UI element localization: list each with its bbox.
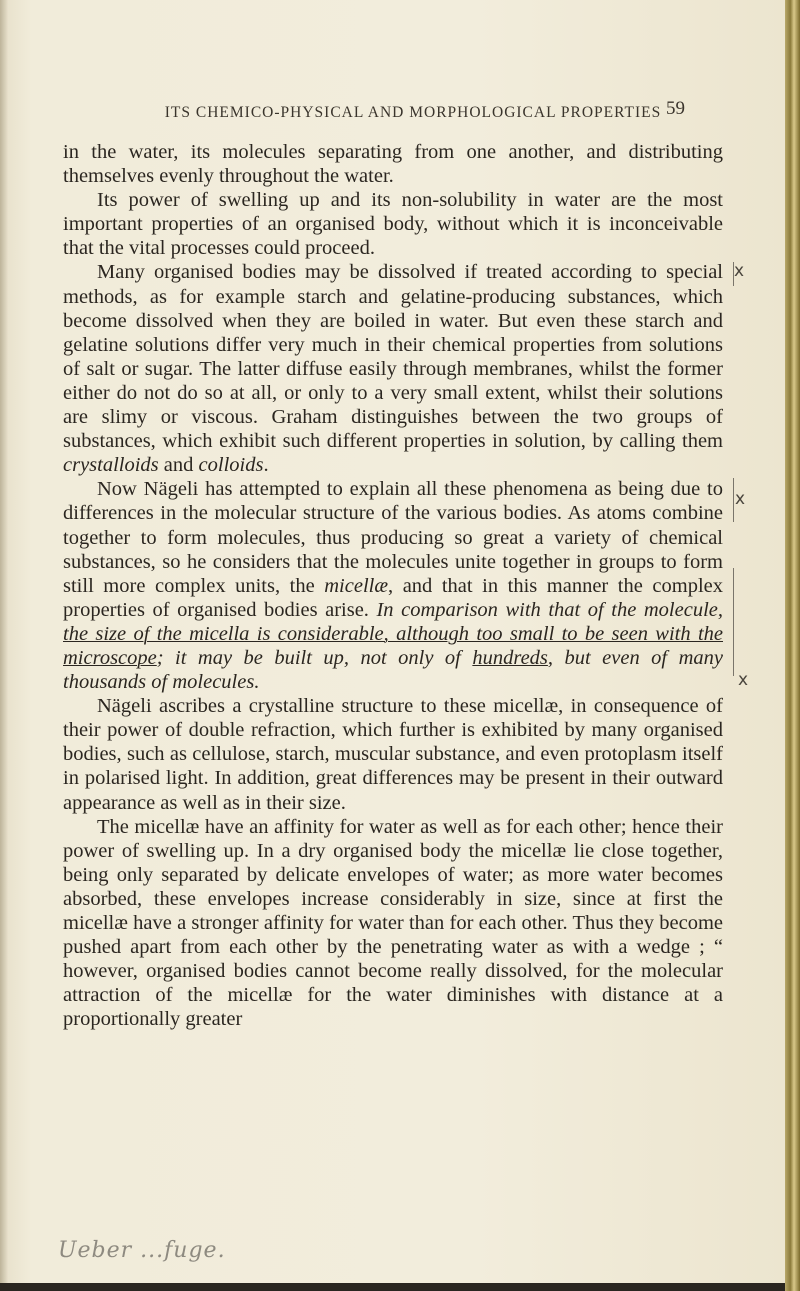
paragraph — [63, 694, 723, 814]
margin-bracket — [727, 568, 734, 676]
text-segment: The micellæ have an affinity for water as well as for each other; hence their power of swelling up. In a dry organised body the micellæ lie close together, being only separated by delicate envelopes of water; as more water becomes absorbed, these envelopes increase considerably in size, since at first the micellæ have a stronger affinity for water than for each other. Thus they become pushed apart from each other by the penetrating water as with a wedge ; “ however, organised bodies cannot become really dissolved, for the molecular attraction of the micellæ for the water diminishes with distance at a proportionally greater — [63, 815, 723, 1031]
margin-cross-mark: x — [735, 489, 746, 509]
text-segment: in the water, its molecules separating from one another, and distributing themselves evenly throughout the water. — [63, 141, 723, 188]
text-segment: . — [263, 454, 269, 477]
italic-text-segment: it may be built up, not only of — [175, 646, 473, 669]
page-gutter-shadow — [0, 0, 8, 1291]
italic-text-segment: micellæ — [324, 574, 389, 597]
handwritten-annotation: Ueber ...fuge. — [58, 1238, 226, 1263]
italic-text-segment: crystalloids — [63, 454, 159, 477]
paragraph — [63, 188, 723, 260]
running-title: ITS CHEMICO-PHYSICAL AND MORPHOLOGICAL PROPERTIES — [164, 104, 662, 121]
running-header — [120, 98, 685, 126]
margin-bracket — [727, 262, 734, 286]
italic-text-segment: hundreds — [472, 646, 548, 669]
text-segment: and — [158, 454, 199, 477]
italic-text-segment: the size of the micella is considerable, although too small to be seen with the microscope — [63, 622, 723, 669]
paragraph — [63, 140, 723, 188]
page-bottom-edge — [0, 1283, 785, 1291]
book-edge-binding — [785, 0, 800, 1291]
italic-text-segment: colloids — [198, 454, 264, 477]
paragraph — [63, 815, 723, 1032]
paragraph — [63, 477, 723, 694]
italic-text-segment: ; — [156, 646, 176, 669]
text-segment: Nägeli ascribes a crystalline structure to these micellæ, in consequence of their power of double refraction, which further is exhibited by many organised bodies, such as cellulose, starch, muscular substance, and even protoplasm itself in polarised light. In addition, great differences may be present in their outward appearance as well as in their size. — [63, 695, 723, 814]
body-text — [63, 140, 723, 1031]
italic-text-segment: , but even of many thousands of molecules. — [63, 646, 724, 694]
margin-cross-mark: x — [734, 261, 745, 281]
italic-text-segment: In comparison with that of the molecule, — [376, 598, 723, 621]
text-segment: Its power of swelling up and its non-solubility in water are the most important properties of an organised body, without which it is inconceivable that the vital processes could proceed. — [63, 189, 723, 260]
page-number: 59 — [666, 98, 685, 119]
margin-bracket — [727, 478, 734, 522]
text-segment: , and that in this manner the complex properties of organised bodies arise. — [63, 574, 723, 621]
text-segment: Many organised bodies may be dissolved if treated according to special methods, as for example starch and gelatine-producing substances, which become dissolved when they are boiled in water. But even these starch and gelatine solutions differ very much in their chemical properties from solutions of salt or sugar. The latter diffuse easily through membranes, whilst the former either do not do so at all, or only to a very small extent, whilst their solutions are slimy or viscous. Graham distinguishes between the two groups of substances, which exhibit such different properties in solution, by calling them — [63, 261, 723, 453]
margin-cross-mark: x — [738, 670, 749, 690]
paragraph — [63, 260, 723, 477]
text-segment: Now Nägeli has attempted to explain all these phenomena as being due to differences in the molecular structure of the various bodies. As atoms combine together to form molecules, thus producing so great a variety of chemical substances, so he considers that the molecules unite together in groups to form still more complex units, the — [63, 478, 723, 597]
